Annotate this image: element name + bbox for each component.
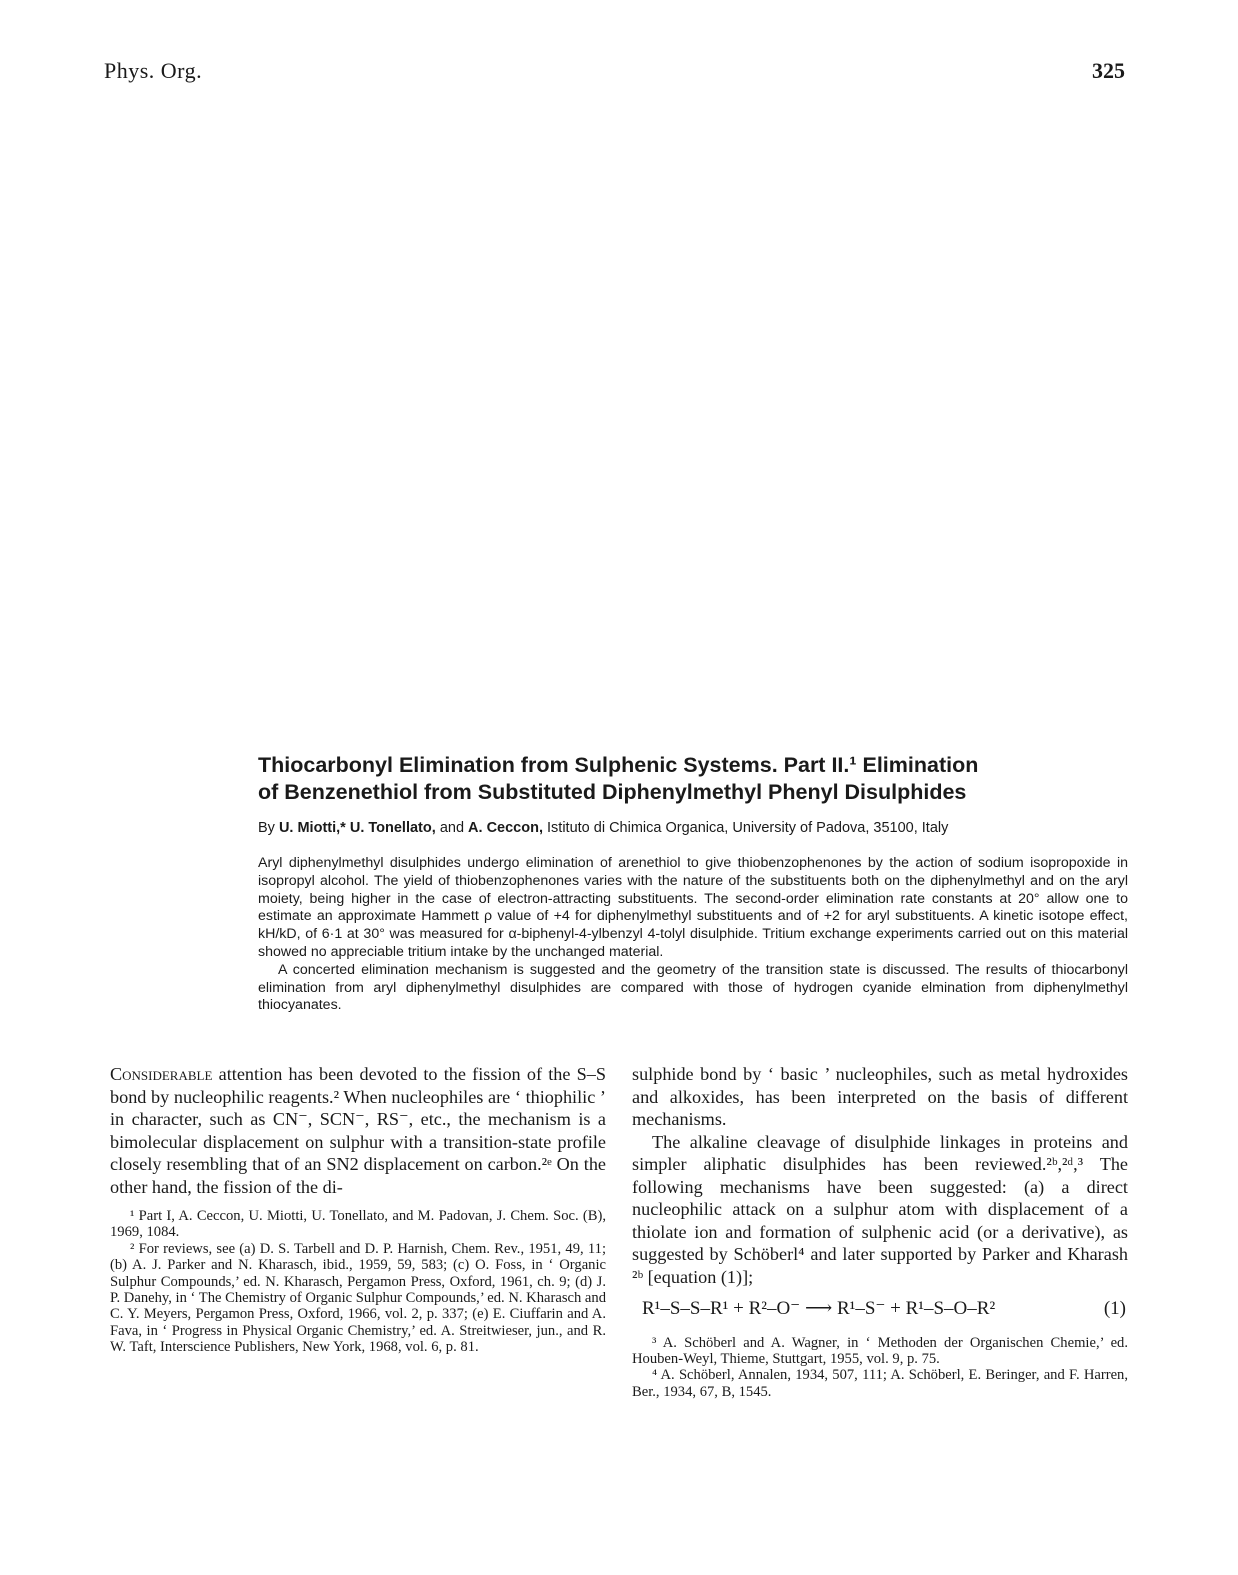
- abstract: [258, 855, 1128, 1015]
- article-title-line-1: Thiocarbonyl Elimination from Sulphenic Systems. Part II.¹ Elimination: [258, 753, 979, 777]
- footnotes-left: [110, 1208, 606, 1356]
- footnote-1: ¹ Part I, A. Ceccon, U. Miotti, U. Tonellato, and M. Padovan, J. Chem. Soc. (B), 1969, 1084.: [110, 1208, 606, 1241]
- abstract-paragraph-2: A concerted elimination mechanism is suggested and the geometry of the transition state is discussed. The results of thiocarbonyl elimination from aryl diphenylmethyl disulphides are compared with those of hydrogen cyanide elmination from diphenylmethyl thiocyanates.: [258, 961, 1128, 1014]
- author-1: U. Miotti,*: [278, 820, 346, 836]
- page-number: 325: [1092, 58, 1125, 83]
- article-title: [258, 752, 1138, 806]
- author-3: A. Ceccon,: [468, 820, 543, 836]
- affiliation: Istituto di Chimica Organica, University of Padova, 35100, Italy: [547, 820, 949, 836]
- footnote-3: ³ A. Schöberl and A. Wagner, in ‘ Methoden der Organischen Chemie,’ ed. Houben-Weyl, Thieme, Stuttgart, 1955, vol. 9, p. 75.: [632, 1334, 1128, 1367]
- body-left-text: attention has been devoted to the fission of the S–S bond by nucleophilic reagents.² When nucleophiles are ‘ thiophilic ’ in character, such as CN⁻, SCN⁻, RS⁻, etc., the mechanism is a bimolecular displacement on sulphur with a transition-state profile closely resembling that of an SN2 displacement on carbon.²ᵉ On the other hand, the fission of the di-: [110, 1064, 607, 1197]
- byline-by: By: [258, 820, 275, 836]
- author-2: U. Tonellato,: [349, 820, 436, 836]
- body-column-left: [110, 1063, 606, 1356]
- equation-number: (1): [1103, 1298, 1126, 1319]
- equation-1: [642, 1298, 1128, 1321]
- lead-word: Considerable: [110, 1064, 213, 1084]
- byline: [258, 820, 1138, 836]
- article-title-line-2: of Benzenethiol from Substituted Diphenylmethyl Phenyl Disulphides: [258, 780, 967, 804]
- footnote-2: ² For reviews, see (a) D. S. Tarbell and D. P. Harnish, Chem. Rev., 1951, 49, 11; (b) A. J. Parker and N. Kharasch, ibid., 1959, 59, 583; (c) O. Foss, in ‘ Organic Sulphur Compounds,’ ed. N. Kharasch, Pergamon Press, Oxford, 1961, ch. 9; (d) J. P. Danehy, in ‘ The Chemistry of Organic Sulphur Compounds,’ ed. N. Kharasch and C. Y. Meyers, Pergamon Press, Oxford, 1966, vol. 2, p. 337; (e) E. Ciuffarin and A. Fava, in ‘ Progress in Physical Organic Chemistry,’ ed. A. Streitwieser, jun., and R. W. Taft, Interscience Publishers, New York, 1968, vol. 6, p. 81.: [110, 1240, 606, 1356]
- journal-section-header: Phys. Org.: [104, 58, 203, 83]
- body-right-paragraph-2: The alkaline cleavage of disulphide linkages in proteins and simpler aliphatic disulphides has been reviewed.²ᵇ,²ᵈ,³ The following mechanisms have been suggested: (a) a direct nucleophilic attack on a sulphur atom with displacement of a thiolate ion and formation of sulphenic acid (or a derivative), as suggested by Schöberl⁴ and later supported by Parker and Kharash ²ᵇ [equation (1)];: [632, 1131, 1128, 1287]
- body-right-paragraph-1: sulphide bond by ‘ basic ’ nucleophiles, such as metal hydroxides and alkoxides, has been interpreted on the basis of different mechanisms.: [632, 1064, 1128, 1129]
- body-left-paragraph-1: [110, 1063, 606, 1198]
- footnotes-right: [632, 1335, 1128, 1401]
- body-column-right: [632, 1063, 1128, 1400]
- byline-and: and: [439, 820, 465, 836]
- equation-expression: R¹–S–S–R¹ + R²–O⁻ ⟶ R¹–S⁻ + R¹–S–O–R²: [642, 1298, 996, 1319]
- footnote-4: ⁴ A. Schöberl, Annalen, 1934, 507, 111; A. Schöberl, E. Beringer, and F. Harren, Ber., 1934, 67, B, 1545.: [632, 1367, 1128, 1400]
- abstract-paragraph-1: Aryl diphenylmethyl disulphides undergo elimination of arenethiol to give thiobenzophenones by the action of sodium isopropoxide in isopropyl alcohol. The yield of thiobenzophenones varies with the nature of the substituents both on the diphenylmethyl and on the aryl moiety, being higher in the case of electron-attracting substituents. The second-order elimination rate constants at 20° allow one to estimate an approximate Hammett ρ value of +4 for diphenylmethyl substituents and of +2 for aryl substituents. A kinetic isotope effect, kH/kD, of 6·1 at 30° was measured for α-biphenyl-4-ylbenzyl 4-tolyl disulphide. Tritium exchange experiments carried out on this material showed no appreciable tritium intake by the unchanged material.: [258, 855, 1128, 960]
